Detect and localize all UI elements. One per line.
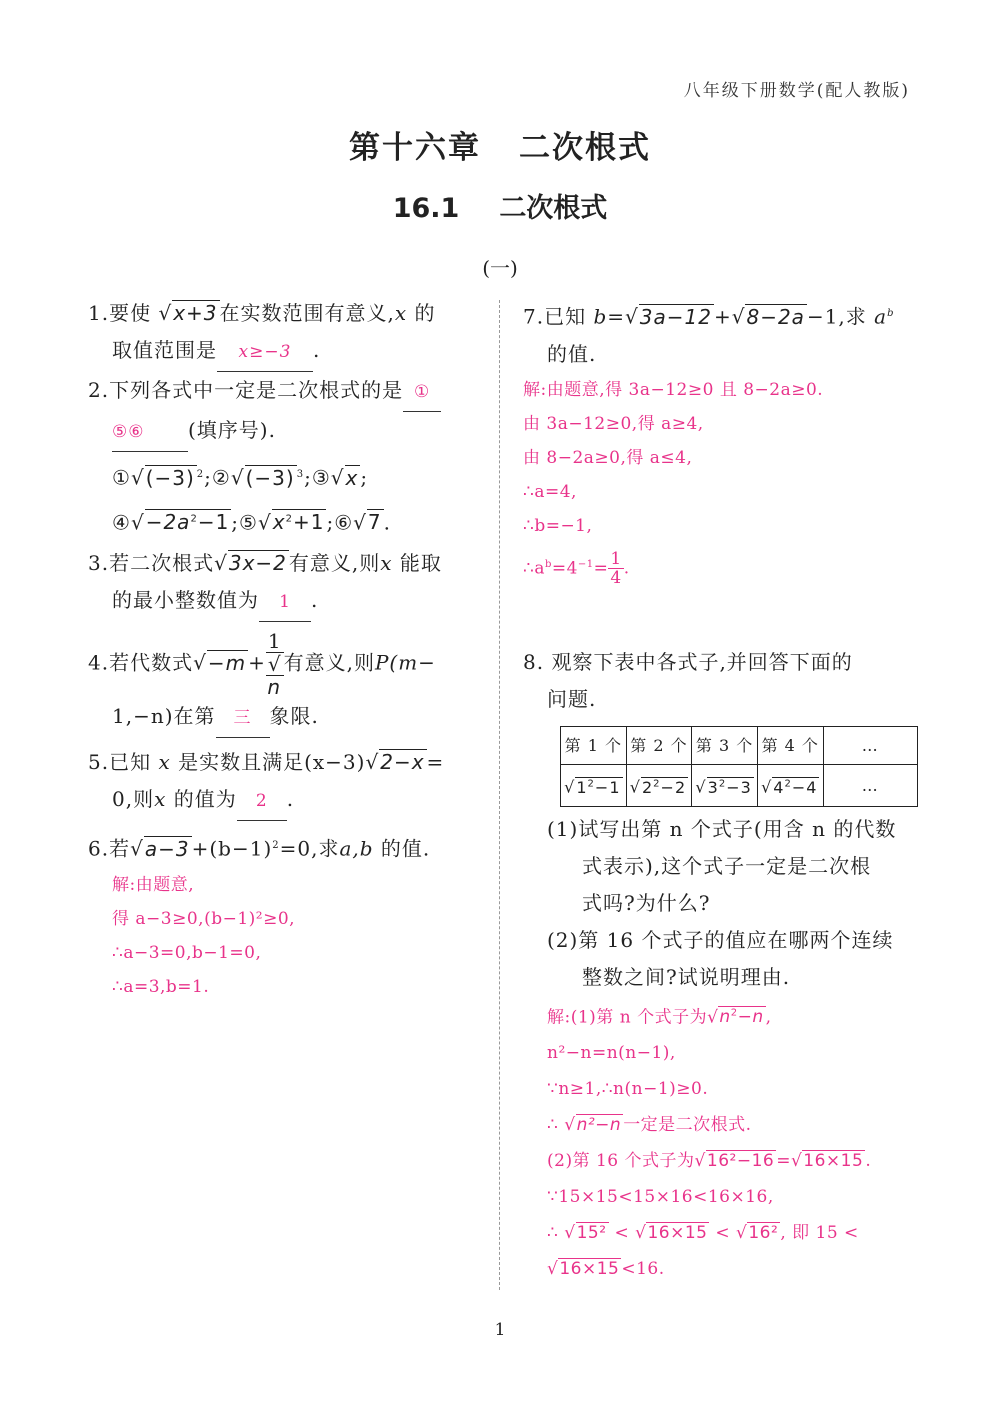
q3-sqrt: √3x−2: [214, 551, 287, 576]
q2-option-6-radicand: 7: [367, 510, 382, 535]
q7-final-fraction: [608, 550, 623, 588]
q2-option-3-label: ③: [311, 465, 331, 490]
q8-sol4-radicand: n²−n: [576, 1115, 622, 1136]
q6-solution: [88, 868, 488, 1004]
q8-sol7-text: , 即 15 <: [780, 1223, 859, 1244]
q8-cell-sub: −3: [726, 777, 752, 797]
q5-number: 5.: [88, 750, 110, 775]
q8-sol5-sqrt-2: √16×15: [790, 1151, 864, 1172]
q5-text-2: 是实数且满足(x−3): [178, 750, 366, 775]
question-4: [88, 630, 488, 738]
q3-text: 若二次根式: [109, 551, 215, 576]
q8-sol-line-6: ∵15×15<15×16<16×16,: [547, 1187, 774, 1208]
q8-table-header: 第 1 个: [561, 727, 627, 765]
q4-text-2: 有意义,则: [283, 650, 375, 675]
q5-text-3: 0,则: [112, 787, 155, 812]
q8-sub1-line: 式吗?为什么?: [582, 890, 711, 915]
q2-option-2: √(−3): [230, 465, 295, 490]
q2-option-1-radicand: (−3): [145, 465, 195, 490]
q8-sol-line-2: n²−n=n(n−1),: [547, 1043, 676, 1064]
q6-radicand: a−3: [144, 836, 190, 861]
q8-sol5-sqrt-1: √16²−16: [694, 1151, 775, 1172]
q2-option-1-label: ①: [112, 465, 131, 490]
q1-text-4: 取值范围是: [112, 338, 217, 362]
part-label: (一): [482, 256, 518, 280]
q5-var: x: [158, 750, 171, 775]
q8-table-cell: $√1^2-1$: [561, 765, 627, 806]
q6-text-3: =0,求: [279, 836, 340, 861]
left-column: [88, 295, 488, 1004]
q3-var: x: [380, 551, 393, 576]
q4-fraction: 1 √ n: [267, 629, 282, 700]
q2-sep-3: ;: [360, 465, 369, 490]
q7-radicand-1: 3a−12: [639, 304, 712, 329]
q6-solution-line: ∴a−3=0,b−1=0,: [112, 942, 262, 963]
q8-table-header: 第 4 个: [757, 727, 823, 765]
q8-table-header-row: [561, 727, 918, 765]
q8-sol5-text: (2)第 16 个式子为: [547, 1151, 695, 1172]
q7-sqrt-1: √3a−12: [625, 304, 712, 329]
q4-plus: +: [248, 650, 266, 675]
q1-var: x: [394, 301, 408, 325]
q8-sol-exp: 2: [730, 1007, 738, 1019]
q5-answer: 2: [237, 783, 287, 821]
question-3: [88, 545, 488, 622]
q8-sol7-radicand-2: 16×15: [647, 1223, 708, 1244]
q2-option-5-tail: +1: [292, 510, 325, 535]
q8-sol8-text: <16.: [621, 1259, 665, 1280]
q2-sep-4: ;: [231, 510, 240, 535]
q2-option-4-tail: −1: [197, 510, 230, 535]
q8-solution: [523, 996, 918, 1288]
q6-sqrt: √a−3: [130, 836, 190, 861]
q7-text-3: 的值.: [547, 341, 597, 366]
q8-cell-base: 4: [773, 777, 785, 797]
q6-text-4: 的值.: [380, 836, 431, 861]
q2-option-2-exp: 3: [296, 469, 305, 480]
q8-sol5-radicand-1: 16²−16: [706, 1151, 775, 1172]
q2-option-4-exp: 2: [190, 513, 198, 525]
chapter-number: 第十六章: [349, 130, 481, 166]
q8-cell-sub: −2: [660, 777, 687, 797]
q4-text: 若代数式: [109, 650, 194, 675]
q2-sep-5: ;: [326, 510, 335, 535]
q8-sol-sqrt: $√n^2-n$: [707, 1007, 764, 1028]
q3-number: 3.: [88, 551, 110, 576]
q7-final-b: =4: [551, 558, 578, 579]
q8-text-2: 问题.: [547, 687, 597, 712]
q6-solution-line: 得 a−3≥0,(b−1)²≥0,: [112, 908, 296, 929]
q6-exp: 2: [272, 840, 280, 852]
q6-text: 若: [109, 836, 131, 861]
q7-radicand-2: 8−2a: [746, 304, 805, 329]
q8-table-cell: $√2^2-2$: [626, 765, 692, 806]
page-header: 八年级下册数学(配人教版): [683, 81, 910, 101]
q8-sol7-lt-2: <: [715, 1223, 731, 1244]
q1-radicand: x+3: [173, 301, 218, 325]
q6-vars: a,b: [339, 836, 374, 861]
q7-var: b=: [593, 304, 626, 329]
q5-text: 已知: [109, 750, 152, 775]
q5-var-2: x: [154, 787, 167, 812]
q1-answer: x≥−3: [217, 334, 313, 372]
question-1: [88, 295, 488, 372]
q8-cell-base: 2: [641, 777, 654, 797]
q2-option-5: $√x^2+1$: [257, 510, 325, 535]
q8-sol7-sqrt-1: √15²: [564, 1223, 607, 1244]
q7-exp: b: [887, 308, 895, 319]
q3-period: .: [311, 588, 319, 613]
q8-sub2-line: 整数之间?试说明理由.: [582, 964, 791, 989]
q7-solution-final: [523, 543, 918, 591]
q4-sqrt: √−m: [193, 650, 247, 675]
q8-sol7-sqrt-2: √16×15: [635, 1223, 708, 1244]
q5-text-4: 的值为: [173, 787, 237, 812]
q1-number: 1.: [88, 301, 110, 325]
q8-table: [560, 726, 918, 806]
q4-text-5: 象限.: [269, 704, 319, 729]
q7-number: 7.: [523, 304, 545, 329]
question-7: [523, 295, 918, 590]
q8-sol8-sqrt: √16×15: [547, 1259, 620, 1280]
q8-cell-base: 3: [707, 777, 719, 797]
q2-option-2-label: ②: [211, 465, 231, 490]
q8-table-header: …: [823, 727, 917, 765]
q8-cell-sub: −4: [791, 777, 818, 797]
q1-text: 要使: [109, 301, 152, 325]
q1-text-2: 在实数范围有意义,: [219, 301, 395, 325]
q8-sol4-therefore: ∴: [547, 1115, 559, 1136]
q7-var-2: a: [874, 304, 888, 329]
q5-period: .: [286, 787, 295, 812]
q4-radicand: −m: [207, 650, 247, 675]
q5-equals: =: [426, 750, 445, 775]
page-number: 1: [494, 1320, 506, 1340]
q2-option-6: √7: [353, 510, 382, 535]
q7-text: 已知: [544, 304, 587, 329]
q2-option-3: √x: [330, 465, 359, 490]
q8-sub-question-2: [523, 922, 918, 996]
q3-answer: 1: [259, 584, 311, 622]
q8-sol-radicand: n: [719, 1007, 731, 1028]
section-number: 16.1: [392, 193, 460, 224]
q7-final-eq: =: [593, 558, 609, 579]
q2-text: 下列各式中一定是二次根式的是: [109, 378, 404, 402]
q7-final-aexp: b: [544, 558, 552, 570]
q6-text-2: +(b−1): [191, 836, 273, 861]
q8-table-value-row: [561, 765, 918, 806]
q2-answer-1: ①: [403, 374, 441, 412]
q8-sub2-line: (2)第 16 个式子的值应在哪两个连续: [547, 927, 894, 952]
q8-sol4-text: 一定是二次根式.: [623, 1115, 752, 1136]
q2-option-4: $√-2a^2-1$: [130, 510, 230, 535]
q6-number: 6.: [88, 836, 110, 861]
q1-sqrt: √x+3: [158, 301, 218, 325]
q7-text-2: −1,求: [806, 304, 867, 329]
q8-sol7-therefore: ∴: [547, 1223, 559, 1244]
q7-final-num: 1: [610, 548, 622, 569]
q4-fraction-den: n: [266, 675, 284, 698]
q2-option-2-radicand: (−3): [245, 465, 295, 490]
q8-sol-text: 解:(1)第 n 个式子为: [547, 1007, 708, 1028]
question-2: [88, 372, 488, 541]
q7-solution-line: ∴b=−1,: [523, 515, 593, 536]
q8-sol7-radicand-1: 15²: [576, 1223, 607, 1244]
q3-text-2: 有意义,则: [288, 551, 381, 576]
q2-option-1-exp: 2: [196, 469, 205, 480]
q2-option-4-radicand: −2a: [145, 510, 191, 535]
q8-number: 8.: [523, 650, 545, 675]
q8-table-header: 第 3 个: [692, 727, 758, 765]
q8-table-header: 第 2 个: [626, 727, 692, 765]
q7-final-period: .: [623, 558, 630, 579]
q8-text: 观察下表中各式子,并回答下面的: [551, 650, 853, 675]
q8-sol5-radicand-2: 16×15: [803, 1151, 864, 1172]
q7-sqrt-2: √8−2a: [731, 304, 805, 329]
q8-sub-question-1: [523, 811, 918, 922]
chapter-name: 二次根式: [519, 130, 651, 166]
q4-number: 4.: [88, 650, 110, 675]
section-title: [0, 186, 1000, 225]
q2-sep-2: ;: [304, 465, 312, 490]
q8-sol7-lt-1: <: [614, 1223, 630, 1244]
q2-option-5-radicand: x: [272, 510, 286, 535]
right-column: [523, 295, 918, 1287]
q8-sol5-eq: =: [776, 1151, 791, 1172]
q7-solution-line: ∴a=4,: [523, 481, 577, 502]
q2-option-5-exp: 2: [285, 513, 293, 525]
q8-table-cell: $√4^2-4$: [757, 765, 823, 806]
q2-answer-2: ⑤⑥: [112, 414, 188, 452]
q8-table-cell: …: [823, 765, 917, 806]
section-name: 二次根式: [499, 193, 608, 224]
question-5: [88, 744, 488, 821]
q7-plus: +: [713, 304, 732, 329]
q8-cell-sub: −1: [594, 777, 621, 797]
q3-text-4: 的最小整数值为: [112, 588, 259, 613]
q8-sub1-line: 式表示),这个式子一定是二次根: [582, 853, 872, 878]
q8-sol4-sqrt: √n²−n: [564, 1115, 622, 1136]
q7-solution: [523, 373, 918, 591]
q1-period: .: [313, 338, 321, 362]
q7-solution-line: 由 8−2a≥0,得 a≤4,: [523, 447, 693, 468]
q2-text-2: (填序号).: [188, 418, 276, 442]
q8-sol-line-3: ∵n≥1,∴n(n−1)≥0.: [547, 1079, 709, 1100]
q2-sep-6: .: [383, 510, 391, 535]
q4-answer: 三: [216, 700, 270, 738]
q2-option-4-label: ④: [112, 510, 131, 535]
q8-sol7-radicand-3: 16²: [748, 1223, 779, 1244]
q2-number: 2.: [88, 378, 110, 402]
question-8: [523, 644, 918, 1287]
q7-final-a: ∴a: [523, 558, 545, 579]
q5-radicand: 2−x: [380, 750, 425, 775]
column-divider: [499, 300, 500, 1290]
q8-sol-comma: ,: [765, 1007, 772, 1028]
q1-text-3: 的: [414, 301, 436, 325]
q3-text-3: 能取: [399, 551, 442, 576]
q6-solution-line: ∴a=3,b=1.: [112, 976, 210, 997]
q2-sep-1: ;: [204, 465, 212, 490]
q4-fraction-num: 1: [267, 629, 282, 654]
question-6: [88, 827, 488, 1004]
q7-solution-line: 由 3a−12≥0,得 a≥4,: [523, 413, 704, 434]
q8-cell-base: 1: [576, 777, 588, 797]
q2-option-1: √(−3): [130, 465, 195, 490]
q8-table-cell: $√3^2-3$: [692, 765, 758, 806]
q3-radicand: 3x−2: [228, 551, 287, 576]
chapter-title: [0, 122, 1000, 167]
q7-final-den: 4: [610, 568, 622, 589]
q2-option-6-label: ⑥: [334, 510, 354, 535]
q8-sol8-radicand: 16×15: [559, 1259, 620, 1280]
q5-sqrt: √2−x: [365, 750, 425, 775]
q8-sol5-period: .: [865, 1151, 872, 1172]
q4-text-4: 1,−n)在第: [112, 704, 216, 729]
q7-final-bexp: −1: [577, 558, 594, 570]
q8-sol-tail: −n: [737, 1007, 764, 1028]
q6-solution-line: 解:由题意,: [112, 874, 195, 895]
q2-option-5-label: ⑤: [239, 510, 258, 535]
q2-option-3-radicand: x: [345, 465, 359, 490]
q4-text-3: P(m−: [374, 650, 436, 675]
q8-sol7-sqrt-3: √16²: [736, 1223, 779, 1244]
q8-sub1-line: (1)试写出第 n 个式子(用含 n 的代数: [547, 816, 897, 841]
q7-solution-line: 解:由题意,得 3a−12≥0 且 8−2a≥0.: [523, 379, 824, 400]
